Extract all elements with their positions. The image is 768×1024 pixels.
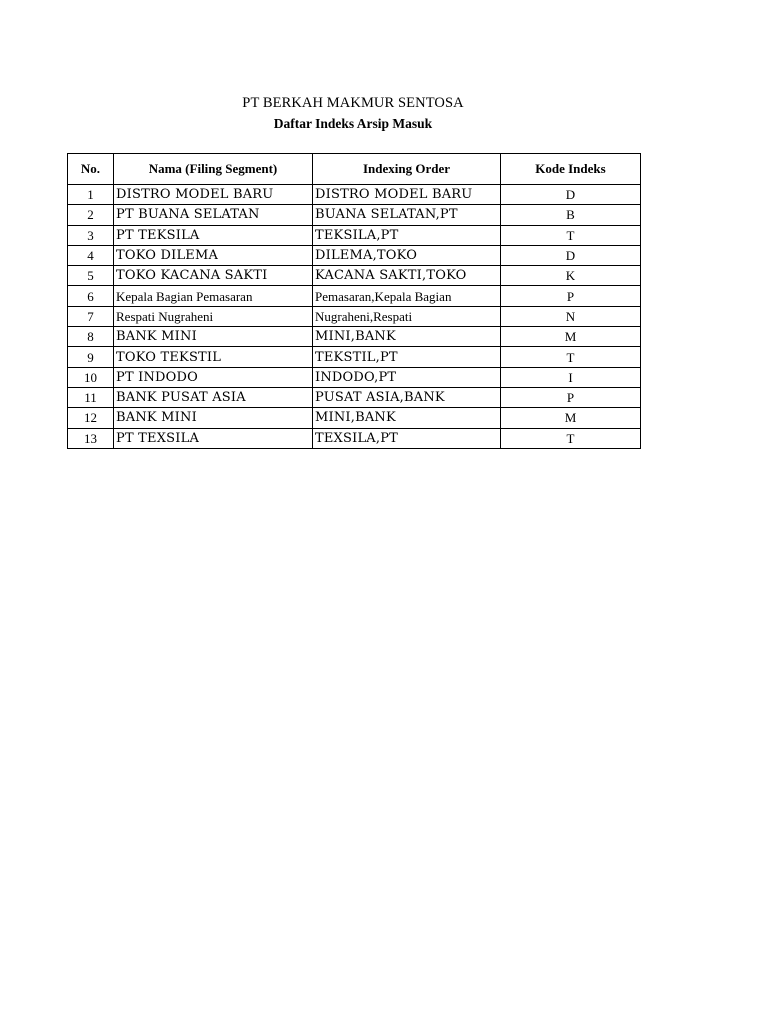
table-header-row (68, 154, 641, 185)
cell-name: TOKO TEKSTIL (114, 347, 313, 367)
table-row (68, 347, 641, 367)
table-row (68, 306, 641, 326)
cell-code: D (501, 185, 641, 205)
cell-indexing-order: PUSAT ASIA,BANK (313, 387, 501, 407)
column-header-no: No. (68, 154, 114, 185)
cell-code: T (501, 347, 641, 367)
cell-code: M (501, 327, 641, 347)
table-row (68, 367, 641, 387)
cell-no: 5 (68, 266, 114, 286)
table-row (68, 286, 641, 306)
cell-no: 13 (68, 428, 114, 448)
cell-no: 9 (68, 347, 114, 367)
column-header-indexing-order: Indexing Order (313, 154, 501, 185)
cell-code: P (501, 286, 641, 306)
cell-name: BANK MINI (114, 408, 313, 428)
cell-no: 8 (68, 327, 114, 347)
cell-indexing-order: TEKSTIL,PT (313, 347, 501, 367)
table-row (68, 225, 641, 245)
table-row (68, 428, 641, 448)
cell-indexing-order: INDODO,PT (313, 367, 501, 387)
cell-code: T (501, 225, 641, 245)
table-row (68, 185, 641, 205)
cell-name: DISTRO MODEL BARU (114, 185, 313, 205)
document-subtitle: Daftar Indeks Arsip Masuk (273, 116, 433, 131)
cell-no: 7 (68, 306, 114, 326)
column-header-name: Nama (Filing Segment) (114, 154, 313, 185)
cell-name: PT INDODO (114, 367, 313, 387)
cell-no: 11 (68, 387, 114, 407)
cell-code: B (501, 205, 641, 225)
cell-name: PT TEXSILA (114, 428, 313, 448)
table-row (68, 408, 641, 428)
cell-indexing-order: MINI,BANK (313, 327, 501, 347)
table-row (68, 245, 641, 265)
table-row (68, 387, 641, 407)
cell-name: BANK MINI (114, 327, 313, 347)
cell-indexing-order: TEKSILA,PT (313, 225, 501, 245)
cell-indexing-order: MINI,BANK (313, 408, 501, 428)
cell-code: D (501, 245, 641, 265)
column-header-code: Kode Indeks (501, 154, 641, 185)
cell-code: I (501, 367, 641, 387)
table-row (68, 266, 641, 286)
cell-code: T (501, 428, 641, 448)
cell-indexing-order: KACANA SAKTI,TOKO (313, 266, 501, 286)
cell-no: 2 (68, 205, 114, 225)
table-row (68, 327, 641, 347)
cell-name: PT BUANA SELATAN (114, 205, 313, 225)
cell-indexing-order: BUANA SELATAN,PT (313, 205, 501, 225)
cell-name: TOKO KACANA SAKTI (114, 266, 313, 286)
cell-code: N (501, 306, 641, 326)
cell-name: Respati Nugraheni (114, 306, 313, 326)
cell-code: K (501, 266, 641, 286)
cell-no: 1 (68, 185, 114, 205)
table-row (68, 205, 641, 225)
cell-no: 12 (68, 408, 114, 428)
cell-indexing-order: Pemasaran,Kepala Bagian (313, 286, 501, 306)
cell-no: 10 (68, 367, 114, 387)
cell-name: BANK PUSAT ASIA (114, 387, 313, 407)
cell-name: PT TEKSILA (114, 225, 313, 245)
cell-name: Kepala Bagian Pemasaran (114, 286, 313, 306)
cell-no: 3 (68, 225, 114, 245)
archive-index-table (67, 153, 641, 449)
cell-code: P (501, 387, 641, 407)
company-name: PT BERKAH MAKMUR SENTOSA (242, 95, 464, 111)
cell-name: TOKO DILEMA (114, 245, 313, 265)
cell-indexing-order: DISTRO MODEL BARU (313, 185, 501, 205)
cell-no: 4 (68, 245, 114, 265)
cell-indexing-order: TEXSILA,PT (313, 428, 501, 448)
cell-code: M (501, 408, 641, 428)
cell-indexing-order: Nugraheni,Respati (313, 306, 501, 326)
cell-no: 6 (68, 286, 114, 306)
cell-indexing-order: DILEMA,TOKO (313, 245, 501, 265)
